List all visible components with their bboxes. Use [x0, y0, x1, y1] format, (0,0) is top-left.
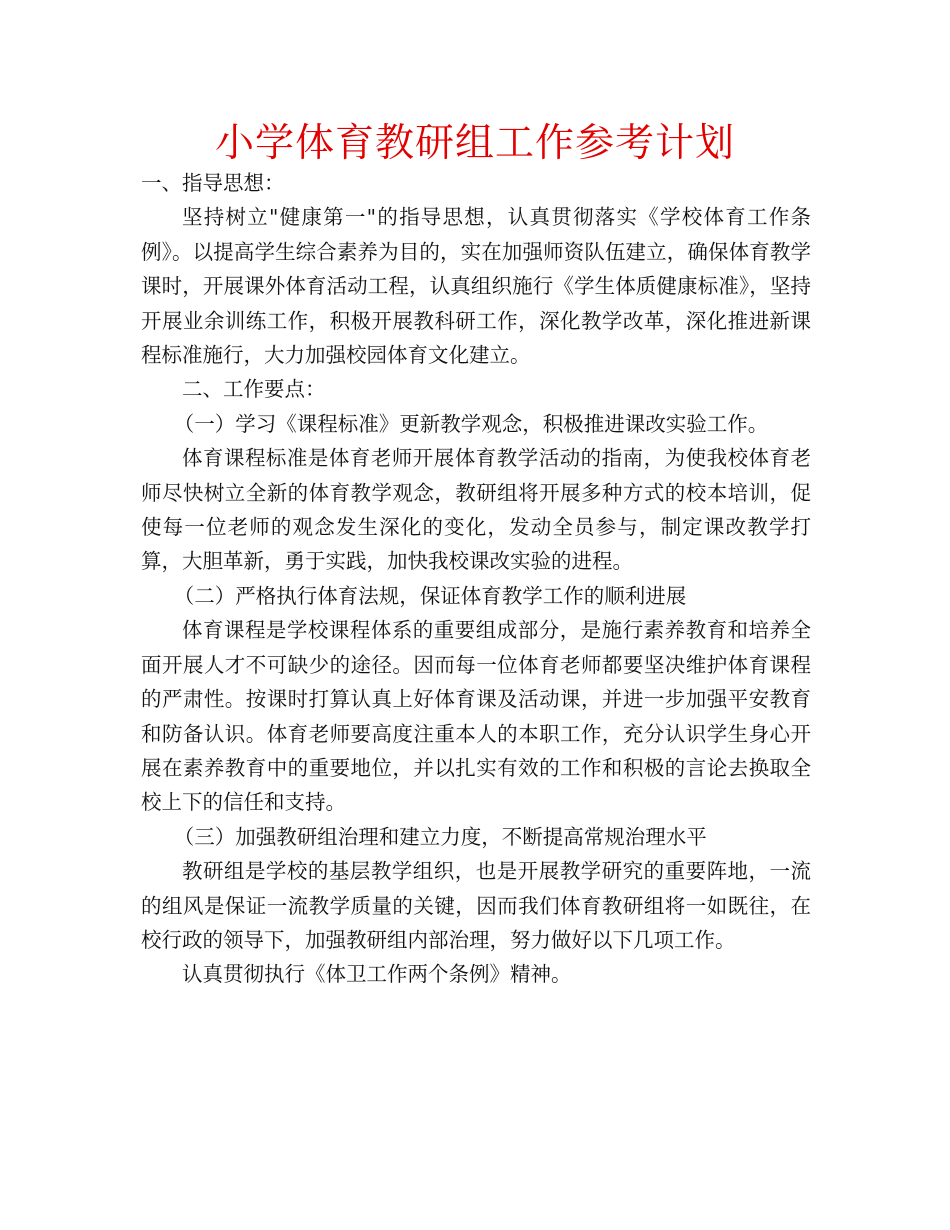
paragraph: （二）严格执行体育法规，保证体育教学工作的顺利进展	[173, 583, 687, 608]
paragraph: 二、工作要点：	[182, 377, 326, 402]
paragraph: 体育课程标准是体育老师开展体育教学活动的指南，为使我校体育老师尽快树立全新的体育教学观念，教研组将开展多种方式的校本培训，促使每一位老师的观念发生深化的变化，发动全员参与，制定课改教学打算，大胆革新，勇于实践，加快我校课改实验的进程。	[141, 446, 811, 574]
document-title: 小学体育教研组工作参考计划	[214, 121, 735, 166]
paragraph: 一、指导思想：	[141, 171, 285, 195]
paragraph: 认真贯彻执行《体卫工作两个条例》精神。	[182, 962, 572, 987]
paragraph: （一）学习《课程标准》更新教学观念，积极推进课改实验工作。	[173, 411, 769, 436]
paragraph: （三）加强教研组治理和建立力度，不断提高常规治理水平	[173, 824, 707, 849]
paragraph: 体育课程是学校课程体系的重要组成部分，是施行素养教育和培养全面开展人才不可缺少的途径。因而每一位体育老师都要坚决维护体育课程的严肃性。按课时打算认真上好体育课及活动课，并进一步加强平安教育和防备认识。体育老师要高度注重本人的本职工作，充分认识学生身心开展在素养教育中的重要地位，并以扎实有效的工作和积极的言论去换取全校上下的信任和支持。	[141, 618, 811, 815]
document-body	[141, 166, 811, 992]
paragraph: 坚持树立"健康第一"的指导思想，认真贯彻落实《学校体育工作条例》。以提高学生综合素养为目的，实在加强师资队伍建立，确保体育教学课时，开展课外体育活动工程，认真组织施行《学生体质健康标准》，坚持开展业余训练工作，积极开展教科研工作，深化教学改革，深化推进新课程标准施行，大力加强校园体育文化建立。	[141, 205, 811, 368]
paragraph: 教研组是学校的基层教学组织，也是开展教学研究的重要阵地，一流的组风是保证一流教学质量的关键，因而我们体育教研组将一如既往，在校行政的领导下，加强教研组内部治理，努力做好以下几项工作。	[141, 859, 811, 952]
